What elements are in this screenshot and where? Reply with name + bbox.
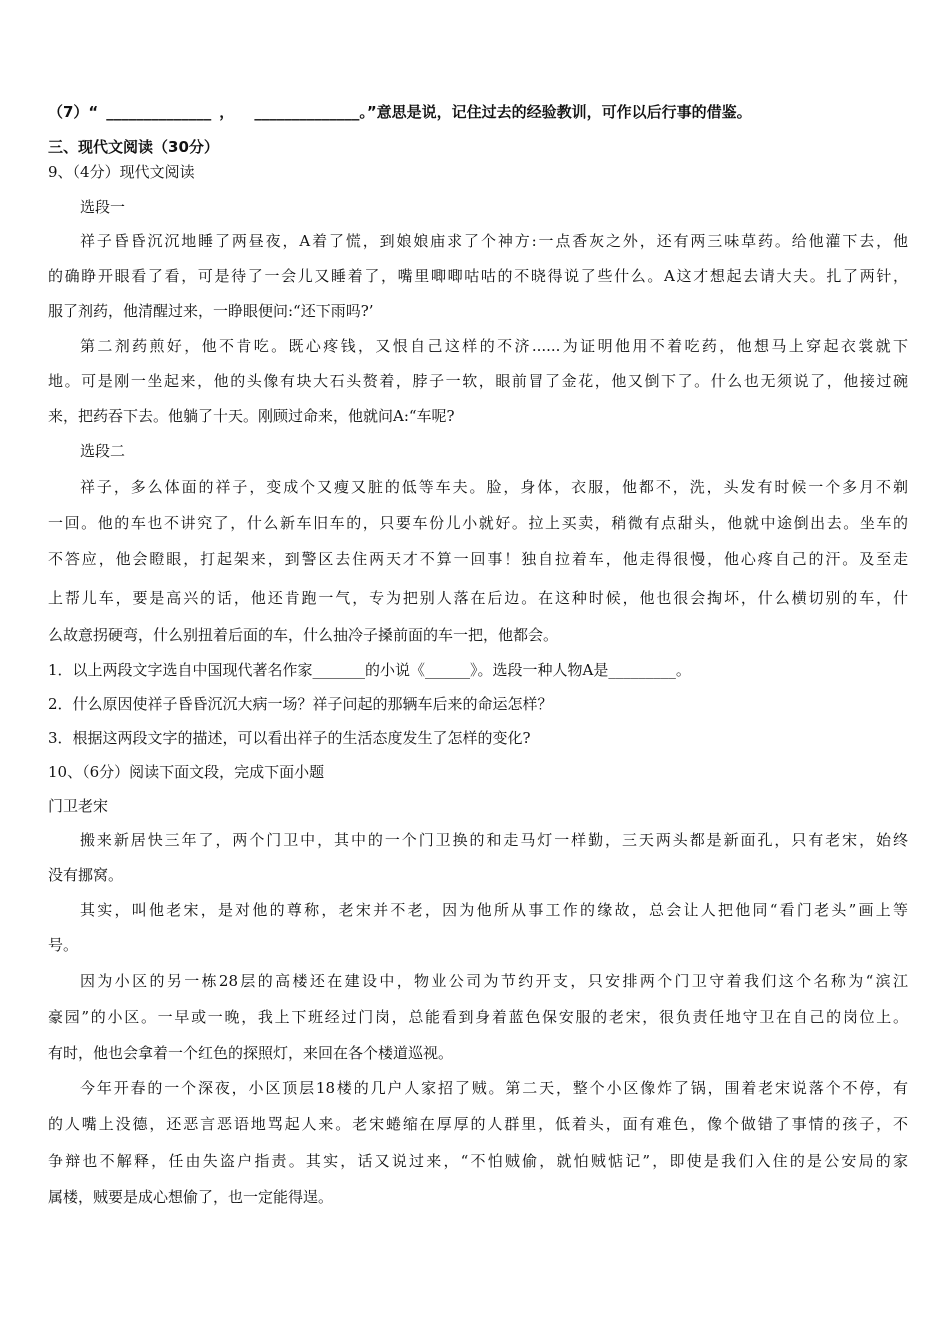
q9-p3-line: 上帮儿车，要是高兴的话，他还肯跑一气，专为把别人落在后边。在这种时候，他也很会掏坏，什么横切别的车，什 [48, 589, 908, 607]
q9-subquestion-1: 1．以上两段文字选自中国现代著名作家_______的小说《______》。选段一种人物A是_________。 [48, 661, 691, 679]
q9-p2-line: 地。可是刚一坐起来，他的头像有块大石头赘着，脖子一软，眼前冒了金花，他又倒下了。什么也无须说了，他接过碗 [48, 372, 908, 390]
section-title: 三、现代文阅读（30分） [48, 138, 219, 156]
q9-header: 9、（4分）现代文阅读 [48, 163, 195, 181]
q9-subquestion-3: 3．根据这两段文字的描述，可以看出祥子的生活态度发生了怎样的变化? [48, 729, 531, 747]
q7-blank-1: ______________ [106, 103, 212, 121]
q10-header: 10、（6分）阅读下面文段，完成下面小题 [48, 763, 325, 781]
q7-blank-2: ______________ [254, 103, 360, 121]
q10-p4-line: 的人嘴上没德，还恶言恶语地骂起人来。老宋蜷缩在厚厚的人群里，低着头，面有难色，像个做错了事情的孩子，不 [48, 1115, 908, 1133]
q9-p3-line: 不答应，他会瞪眼，打起架来，到警区去住两天才不算一回事！独自拉着车，他走得很慢，他心疼自己的汗。及至走 [48, 550, 908, 568]
q10-p1-line: 没有挪窝。 [48, 866, 124, 884]
q9-p1-line: 的确睁开眼看了看，可是待了一会儿又睡着了，嘴里唧唧咕咕的不晓得说了些什么。A这才想起去请大夫。扎了两针， [48, 267, 908, 285]
q9-p1-line: 服了剂药，他清醒过来，一睁眼便问:“还下雨吗?’ [48, 302, 374, 320]
q9-p2-line: 第二剂药煎好，他不肯吃。既心疼钱，又恨自己这样的不济......为证明他用不着吃药，他想马上穿起衣裳就下 [80, 337, 908, 355]
q7-line [48, 101, 908, 123]
q9-selection-2-title: 选段二 [80, 442, 126, 460]
q9-p3-line: 么故意拐硬弯，什么别扭着后面的车，什么抽冷子搡前面的车一把，他都会。 [48, 626, 559, 644]
q10-p1-line: 搬来新居快三年了，两个门卫中，其中的一个门卫换的和走马灯一样勤，三天两头都是新面孔，只有老宋，始终 [80, 831, 908, 849]
q10-p4-line: 争辩也不解释，任由失盗户指责。其实，话又说过来，“不怕贼偷，就怕贼惦记”，即使是我们入住的是公安局的家 [48, 1152, 908, 1170]
q10-p4-line: 属楼，贼要是成心想偷了，也一定能得逞。 [48, 1188, 334, 1206]
q10-p2-line: 其实，叫他老宋，是对他的尊称，老宋并不老，因为他所从事工作的缘故，总会让人把他同“看门老头”画上等 [80, 901, 908, 919]
q7-prefix: （7）“ [48, 103, 99, 121]
q10-p3-line: 因为小区的另一栋28层的高楼还在建设中，物业公司为节约开支，只安排两个门卫守着我们这个名称为“滨江 [80, 972, 908, 990]
q7-suffix: 。”意思是说，记住过去的经验教训，可作以后行事的借鉴。 [359, 103, 752, 121]
q10-p2-line: 号。 [48, 936, 79, 954]
q9-subquestion-2: 2．什么原因使祥子昏昏沉沉大病一场？祥子问起的那辆车后来的命运怎样？ [48, 695, 553, 713]
q10-p4-line: 今年开春的一个深夜，小区顶层18楼的几户人家招了贼。第二天，整个小区像炸了锅，围着老宋说落个不停，有 [80, 1079, 908, 1097]
q9-p1-line: 祥子昏昏沉沉地睡了两昼夜，A着了慌，到娘娘庙求了个神方:一点香灰之外，还有两三味草药。给他灌下去，他 [80, 232, 908, 250]
q9-p3-line: 祥子，多么体面的祥子，变成个又瘦又脏的低等车夫。脸，身体，衣服，他都不，洗，头发有时候一个多月不剃 [80, 478, 908, 496]
q9-p2-line: 来，把药吞下去。他躺了十天。刚顾过命来，他就问A:“车呢? [48, 407, 455, 425]
q7-comma: ， [219, 103, 235, 121]
q9-selection-1-title: 选段一 [80, 198, 126, 216]
q10-p3-line: 豪园”的小区。一早或一晚，我上下班经过门岗，总能看到身着蓝色保安服的老宋，很负责任地守卫在自己的岗位上。 [48, 1008, 908, 1026]
q10-article-title: 门卫老宋 [48, 797, 109, 815]
q9-p3-line: 一回。他的车也不讲究了，什么新车旧车的，只要车份儿小就好。拉上买卖，稍微有点甜头，他就中途倒出去。坐车的 [48, 514, 908, 532]
q10-p3-line: 有时，他也会拿着一个红色的探照灯，来回在各个楼道巡视。 [48, 1044, 454, 1062]
